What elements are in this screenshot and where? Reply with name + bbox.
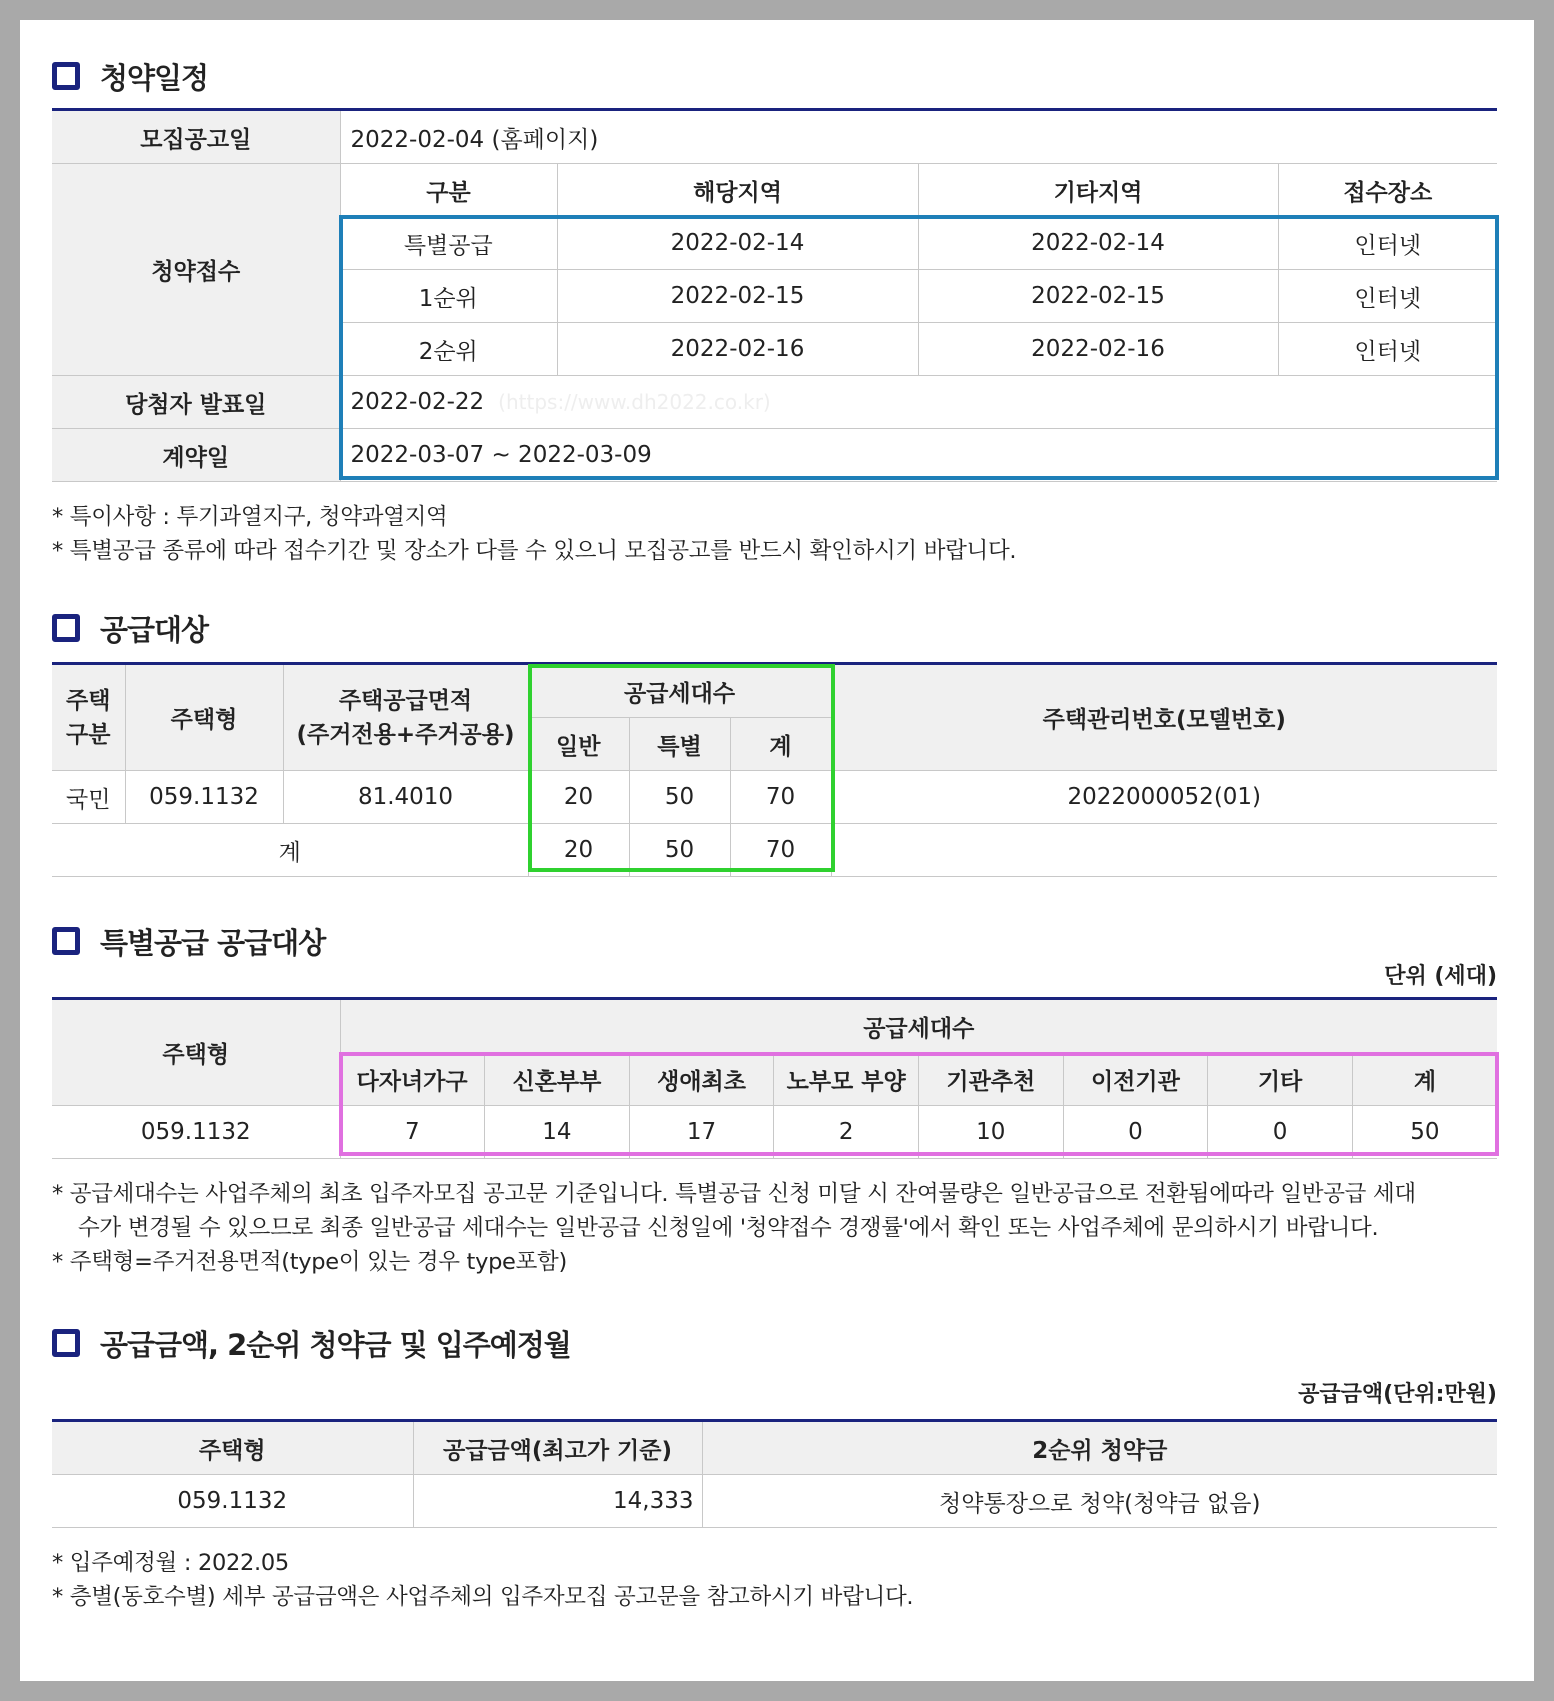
- price-title: 공급금액, 2순위 청약금 및 입주예정월: [100, 1327, 571, 1362]
- table-cell: 7: [340, 1106, 485, 1159]
- table-cell: 1순위: [340, 270, 557, 323]
- col-header: 생애최초: [629, 1053, 774, 1106]
- table-cell: 17: [629, 1106, 774, 1159]
- table-cell: 2022-02-16: [557, 323, 918, 376]
- special-unit-label: 단위 (세대): [1384, 964, 1497, 989]
- section-title-supply: [52, 608, 1497, 648]
- table-row: [52, 771, 1497, 824]
- winner-cell: [340, 376, 1497, 429]
- schedule-table-wrap: [52, 108, 1497, 482]
- col-header-area: [283, 664, 528, 771]
- col-header: 다자녀가구: [340, 1053, 485, 1106]
- header-text: 주택공급면적: [338, 687, 473, 714]
- col-header: 주택형: [52, 1421, 413, 1475]
- table-row: [52, 429, 1497, 482]
- table-cell: 059.1132: [125, 771, 283, 824]
- supply-title: 공급대상: [100, 612, 209, 647]
- col-header-households: 공급세대수: [528, 664, 831, 718]
- price-table-wrap: [52, 1419, 1497, 1528]
- col-header: 기타: [1208, 1053, 1353, 1106]
- announce-value: 2022-02-04 (홈페이지): [340, 110, 1497, 164]
- col-header: 기관추천: [919, 1053, 1064, 1106]
- table-cell: [831, 824, 1497, 877]
- col-header: 이전기관: [1063, 1053, 1208, 1106]
- col-header: 구분: [340, 164, 557, 217]
- section-title-schedule: [52, 56, 1497, 96]
- square-bullet-icon: [52, 614, 80, 642]
- square-bullet-icon: [52, 927, 80, 955]
- winner-label: 당첨자 발표일: [52, 376, 340, 429]
- table-cell: 14,333: [413, 1475, 702, 1528]
- page-frame: [20, 20, 1534, 1681]
- table-cell: 059.1132: [52, 1475, 413, 1528]
- table-row: [52, 824, 1497, 877]
- table-row: [52, 1421, 1497, 1475]
- col-header-mgmt: 주택관리번호(모델번호): [831, 664, 1497, 771]
- col-header: 2순위 청약금: [702, 1421, 1497, 1475]
- col-header-model: 주택형: [125, 664, 283, 771]
- schedule-notes: [52, 500, 1497, 568]
- table-cell: 2순위: [340, 323, 557, 376]
- table-cell: 50: [629, 824, 730, 877]
- col-header: 기타지역: [918, 164, 1278, 217]
- header-text: 주택: [66, 687, 111, 714]
- col-header-type: [52, 664, 125, 771]
- table-row: [52, 110, 1497, 164]
- square-bullet-icon: [52, 1329, 80, 1357]
- header-text: 구분: [66, 721, 111, 748]
- col-header: 계: [1352, 1053, 1497, 1106]
- winner-faded-link[interactable]: (https://www.dh2022.co.kr): [498, 390, 771, 414]
- note-line: 수가 변경될 수 있으므로 최종 일반공급 세대수는 일반공급 신청일에 '청약접수 경쟁률'에서 확인 또는 사업주체에 문의하시기 바랍니다.: [78, 1215, 1379, 1241]
- table-cell: 2022-02-16: [918, 323, 1278, 376]
- table-cell: 0: [1063, 1106, 1208, 1159]
- table-cell: 50: [1352, 1106, 1497, 1159]
- table-cell: 70: [730, 771, 831, 824]
- col-header: 노부모 부양: [774, 1053, 919, 1106]
- special-title: 특별공급 공급대상: [100, 925, 326, 960]
- note-line: * 특별공급 종류에 따라 접수기간 및 장소가 다를 수 있으니 모집공고를 반드시 확인하시기 바랍니다.: [52, 538, 1017, 564]
- supply-table: [52, 662, 1497, 877]
- col-header-total: 계: [730, 718, 831, 771]
- price-unit-label: 공급금액(단위:만원): [1298, 1382, 1497, 1407]
- supply-table-wrap: [52, 662, 1497, 877]
- note-line: * 입주예정월 : 2022.05: [52, 1550, 289, 1576]
- table-cell: 청약통장으로 청약(청약금 없음): [702, 1475, 1497, 1528]
- sum-label: [52, 824, 528, 877]
- price-table: [52, 1419, 1497, 1528]
- section-title-price: [52, 1323, 1497, 1363]
- special-table: [52, 997, 1497, 1159]
- table-row: [52, 999, 1497, 1053]
- col-header: 공급금액(최고가 기준): [413, 1421, 702, 1475]
- note-line: * 특이사항 : 투기과열지구, 청약과열지역: [52, 504, 448, 530]
- col-header: 신혼부부: [485, 1053, 630, 1106]
- table-cell: 70: [730, 824, 831, 877]
- table-cell: 0: [1208, 1106, 1353, 1159]
- special-table-wrap: [52, 997, 1497, 1159]
- table-cell: 인터넷: [1278, 323, 1497, 376]
- table-row: [52, 164, 1497, 217]
- content: [52, 56, 1497, 1614]
- col-header-general: 일반: [528, 718, 629, 771]
- note-line: * 층별(동호수별) 세부 공급금액은 사업주체의 입주자모집 공고문을 참고하시기 바랍니다.: [52, 1584, 914, 1610]
- header-text: (주거전용+주거공용): [296, 721, 515, 748]
- table-cell: 특별공급: [340, 217, 557, 270]
- schedule-table: [52, 108, 1497, 482]
- table-cell: 2022-02-14: [918, 217, 1278, 270]
- announce-label: 모집공고일: [52, 110, 340, 164]
- table-cell: 20: [528, 771, 629, 824]
- col-header-households: 공급세대수: [340, 999, 1497, 1053]
- table-cell: 2: [774, 1106, 919, 1159]
- table-row: [52, 1106, 1497, 1159]
- special-notes: [52, 1177, 1497, 1279]
- note-line: * 주택형=주거전용면적(type이 있는 경우 type포함): [52, 1249, 567, 1275]
- table-row: [52, 376, 1497, 429]
- col-header-model: 주택형: [52, 999, 340, 1106]
- col-header-special: 특별: [629, 718, 730, 771]
- table-cell: 059.1132: [52, 1106, 340, 1159]
- table-cell: 10: [919, 1106, 1064, 1159]
- note-line: * 공급세대수는 사업주체의 최초 입주자모집 공고문 기준입니다. 특별공급 신청 미달 시 잔여물량은 일반공급으로 전환됨에따라 일반공급 세대: [52, 1181, 1416, 1207]
- table-cell: 국민: [52, 771, 125, 824]
- table-cell: 인터넷: [1278, 217, 1497, 270]
- table-row: [52, 664, 1497, 718]
- table-cell: 2022000052(01): [831, 771, 1497, 824]
- table-cell: 14: [485, 1106, 630, 1159]
- schedule-title: 청약일정: [100, 60, 209, 95]
- col-header: 접수장소: [1278, 164, 1497, 217]
- table-row: [52, 1475, 1497, 1528]
- section-title-special: [52, 921, 1497, 961]
- contract-label: 계약일: [52, 429, 340, 482]
- price-notes: [52, 1546, 1497, 1614]
- table-cell: 2022-02-15: [557, 270, 918, 323]
- table-cell: 2022-02-15: [918, 270, 1278, 323]
- square-bullet-icon: [52, 62, 80, 90]
- table-cell: 50: [629, 771, 730, 824]
- table-cell: 2022-02-14: [557, 217, 918, 270]
- winner-value: 2022-02-22: [350, 389, 485, 415]
- table-cell: 인터넷: [1278, 270, 1497, 323]
- col-header: 해당지역: [557, 164, 918, 217]
- table-cell: 81.4010: [283, 771, 528, 824]
- sum-label-text: 계: [278, 839, 301, 866]
- receipt-label: 청약접수: [52, 164, 340, 376]
- contract-value: 2022-03-07 ~ 2022-03-09: [340, 429, 1497, 482]
- table-cell: 20: [528, 824, 629, 877]
